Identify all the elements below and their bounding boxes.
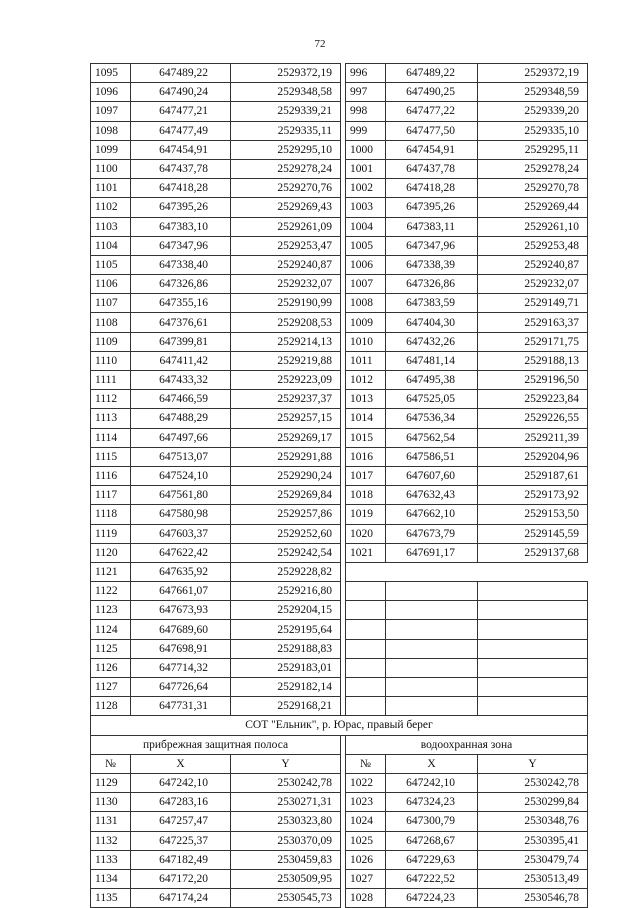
right-point-number <box>346 601 386 620</box>
left-coord-y: 2529240,87 <box>231 255 341 274</box>
right-point-number: 1016 <box>346 447 386 466</box>
left-point-number: 1108 <box>91 313 131 332</box>
right-coord-x: 647347,96 <box>386 236 478 255</box>
left-point-number: 1104 <box>91 236 131 255</box>
right-coord-y: 2529253,48 <box>478 236 588 255</box>
right-coord-x <box>386 620 478 639</box>
right-coord-y <box>478 620 588 639</box>
right-coord-y: 2529348,59 <box>478 83 588 102</box>
left-point-number: 1095 <box>91 64 131 83</box>
left-point-number: 1109 <box>91 332 131 351</box>
right-coord-y: 2530348,76 <box>478 812 588 831</box>
left-coord-y: 2530242,78 <box>231 773 341 792</box>
table-row <box>91 793 588 812</box>
left-coord-y: 2529295,10 <box>231 140 341 159</box>
right-coord-y: 2529269,44 <box>478 198 588 217</box>
left-coord-y: 2529204,15 <box>231 601 341 620</box>
right-coord-x: 647454,91 <box>386 140 478 159</box>
right-coord-y: 2530395,41 <box>478 831 588 850</box>
right-point-number <box>346 697 386 716</box>
right-coord-y: 2529188,13 <box>478 351 588 370</box>
left-coord-x: 647513,07 <box>131 447 231 466</box>
left-point-number: 1134 <box>91 869 131 888</box>
left-point-number: 1117 <box>91 486 131 505</box>
left-coord-y: 2529237,37 <box>231 390 341 409</box>
left-coord-x: 647174,24 <box>131 889 231 908</box>
left-point-number: 1103 <box>91 217 131 236</box>
left-coord-x: 647172,20 <box>131 869 231 888</box>
right-point-number: 1004 <box>346 217 386 236</box>
left-coord-x: 647489,22 <box>131 64 231 83</box>
table-row <box>91 658 588 677</box>
right-point-number: 1027 <box>346 869 386 888</box>
right-coord-x: 647437,78 <box>386 159 478 178</box>
left-coord-x: 647182,49 <box>131 850 231 869</box>
left-coord-x: 647395,26 <box>131 198 231 217</box>
right-coord-x: 647338,39 <box>386 255 478 274</box>
table-row <box>91 850 588 869</box>
right-coord-y <box>478 658 588 677</box>
right-coord-x: 647395,26 <box>386 198 478 217</box>
table-row <box>91 313 588 332</box>
right-coord-y <box>478 678 588 697</box>
left-point-number: 1133 <box>91 850 131 869</box>
right-point-number: 1003 <box>346 198 386 217</box>
left-zone-title: прибрежная защитная полоса <box>91 735 341 754</box>
right-coord-x: 647268,67 <box>386 831 478 850</box>
right-coord-y: 2529145,59 <box>478 524 588 543</box>
left-point-number: 1125 <box>91 639 131 658</box>
right-point-number: 1015 <box>346 428 386 447</box>
left-point-number: 1132 <box>91 831 131 850</box>
left-coord-y: 2529291,88 <box>231 447 341 466</box>
right-coord-y: 2530513,49 <box>478 869 588 888</box>
left-coord-y: 2529270,76 <box>231 179 341 198</box>
left-point-number: 1127 <box>91 678 131 697</box>
left-coord-y: 2530509,95 <box>231 869 341 888</box>
left-coord-y: 2529208,53 <box>231 313 341 332</box>
left-coord-x: 647347,96 <box>131 236 231 255</box>
page-number: 72 <box>314 38 326 50</box>
left-coord-y: 2529190,99 <box>231 294 341 313</box>
right-point-number <box>346 639 386 658</box>
table-row <box>91 121 588 140</box>
left-coord-x: 647257,47 <box>131 812 231 831</box>
right-point-number: 1024 <box>346 812 386 831</box>
left-point-number: 1130 <box>91 793 131 812</box>
left-point-number: 1100 <box>91 159 131 178</box>
table-row <box>91 582 588 601</box>
left-coord-y: 2529261,09 <box>231 217 341 236</box>
right-coord-x: 647242,10 <box>386 773 478 792</box>
right-point-number: 1002 <box>346 179 386 198</box>
table-row <box>91 371 588 390</box>
left-coord-x: 647524,10 <box>131 466 231 485</box>
right-coord-y: 2529261,10 <box>478 217 588 236</box>
right-coord-y: 2529278,24 <box>478 159 588 178</box>
right-point-number: 1020 <box>346 524 386 543</box>
right-coord-x <box>386 601 478 620</box>
right-point-number <box>346 678 386 697</box>
right-point-number: 1011 <box>346 351 386 370</box>
right-col-x: X <box>386 754 478 773</box>
top-rows <box>91 64 588 716</box>
left-point-number: 1097 <box>91 102 131 121</box>
left-point-number: 1107 <box>91 294 131 313</box>
right-coord-y: 2529196,50 <box>478 371 588 390</box>
right-coord-y: 2529335,10 <box>478 121 588 140</box>
right-coord-x: 647562,54 <box>386 428 478 447</box>
left-coord-y: 2529252,60 <box>231 524 341 543</box>
right-coord-y: 2529137,68 <box>478 543 588 562</box>
table-row <box>91 505 588 524</box>
left-point-number: 1115 <box>91 447 131 466</box>
right-point-number: 1006 <box>346 255 386 274</box>
left-coord-x: 647437,78 <box>131 159 231 178</box>
left-point-number: 1119 <box>91 524 131 543</box>
table-row <box>91 236 588 255</box>
right-coord-x: 647489,22 <box>386 64 478 83</box>
right-point-number: 1028 <box>346 889 386 908</box>
section-header <box>91 716 588 774</box>
right-point-number: 996 <box>346 64 386 83</box>
right-coord-x: 647607,60 <box>386 466 478 485</box>
left-point-number: 1102 <box>91 198 131 217</box>
right-coord-y: 2529223,84 <box>478 390 588 409</box>
left-coord-y: 2529214,13 <box>231 332 341 351</box>
coordinates-table <box>90 63 588 908</box>
left-point-number: 1098 <box>91 121 131 140</box>
right-point-number: 1010 <box>346 332 386 351</box>
right-col-y: Y <box>478 754 588 773</box>
left-coord-y: 2529269,17 <box>231 428 341 447</box>
left-coord-x: 647418,28 <box>131 179 231 198</box>
left-coord-y: 2529372,19 <box>231 64 341 83</box>
right-point-number: 1019 <box>346 505 386 524</box>
left-point-number: 1126 <box>91 658 131 677</box>
left-point-number: 1121 <box>91 562 131 581</box>
right-coord-y: 2529270,78 <box>478 179 588 198</box>
left-coord-y: 2530545,73 <box>231 889 341 908</box>
right-point-number: 1014 <box>346 409 386 428</box>
left-coord-x: 647383,10 <box>131 217 231 236</box>
table-row <box>91 428 588 447</box>
left-coord-y: 2530323,80 <box>231 812 341 831</box>
left-coord-x: 647466,59 <box>131 390 231 409</box>
table-row <box>91 217 588 236</box>
right-point-number: 1000 <box>346 140 386 159</box>
left-coord-x: 647698,91 <box>131 639 231 658</box>
left-coord-y: 2529335,11 <box>231 121 341 140</box>
right-coord-x: 647586,51 <box>386 447 478 466</box>
left-coord-x: 647726,64 <box>131 678 231 697</box>
bottom-rows <box>91 773 588 907</box>
table-row <box>91 678 588 697</box>
left-coord-x: 647399,81 <box>131 332 231 351</box>
left-coord-x: 647376,61 <box>131 313 231 332</box>
left-point-number: 1120 <box>91 543 131 562</box>
left-coord-x: 647488,29 <box>131 409 231 428</box>
left-coord-y: 2529257,15 <box>231 409 341 428</box>
right-point-number: 1022 <box>346 773 386 792</box>
table-row <box>91 601 588 620</box>
left-coord-y: 2529216,80 <box>231 582 341 601</box>
section-title: СОТ "Ельник", р. Юрас, правый берег <box>91 716 588 735</box>
right-zone-title: водоохранная зона <box>346 735 588 754</box>
right-coord-x: 647326,86 <box>386 275 478 294</box>
right-point-number: 1005 <box>346 236 386 255</box>
left-coord-x: 647714,32 <box>131 658 231 677</box>
right-point-number <box>346 620 386 639</box>
right-coord-y: 2529240,87 <box>478 255 588 274</box>
right-coord-x: 647300,79 <box>386 812 478 831</box>
left-coord-x: 647283,16 <box>131 793 231 812</box>
left-coord-y: 2529195,64 <box>231 620 341 639</box>
table-row <box>91 773 588 792</box>
left-coord-x: 647326,86 <box>131 275 231 294</box>
right-coord-x: 647383,11 <box>386 217 478 236</box>
right-coord-y: 2530299,84 <box>478 793 588 812</box>
right-coord-y: 2529372,19 <box>478 64 588 83</box>
right-point-number: 1023 <box>346 793 386 812</box>
left-point-number: 1123 <box>91 601 131 620</box>
table-row <box>91 255 588 274</box>
left-point-number: 1118 <box>91 505 131 524</box>
left-coord-x: 647622,42 <box>131 543 231 562</box>
left-coord-y: 2529339,21 <box>231 102 341 121</box>
table-row <box>91 639 588 658</box>
right-coord-x: 647481,14 <box>386 351 478 370</box>
right-coord-y: 2529187,61 <box>478 466 588 485</box>
left-coord-x: 647689,60 <box>131 620 231 639</box>
left-point-number: 1129 <box>91 773 131 792</box>
right-coord-y: 2529149,71 <box>478 294 588 313</box>
left-coord-y: 2529253,47 <box>231 236 341 255</box>
left-point-number: 1099 <box>91 140 131 159</box>
right-coord-x: 647490,25 <box>386 83 478 102</box>
left-coord-x: 647580,98 <box>131 505 231 524</box>
right-coord-x: 647632,43 <box>386 486 478 505</box>
right-point-number: 1017 <box>346 466 386 485</box>
right-point-number: 1025 <box>346 831 386 850</box>
left-coord-x: 647433,32 <box>131 371 231 390</box>
right-coord-y: 2529173,92 <box>478 486 588 505</box>
table-row <box>91 543 588 562</box>
left-point-number: 1112 <box>91 390 131 409</box>
left-coord-x: 647454,91 <box>131 140 231 159</box>
left-coord-y: 2529290,24 <box>231 466 341 485</box>
right-point-number: 1018 <box>346 486 386 505</box>
table-row <box>91 83 588 102</box>
left-coord-y: 2529219,88 <box>231 351 341 370</box>
table-row <box>91 831 588 850</box>
right-coord-y: 2529232,07 <box>478 275 588 294</box>
table-row <box>91 102 588 121</box>
table-row <box>91 812 588 831</box>
left-coord-y: 2529168,21 <box>231 697 341 716</box>
right-coord-x: 647229,63 <box>386 850 478 869</box>
right-point-number: 1008 <box>346 294 386 313</box>
left-coord-x: 647338,40 <box>131 255 231 274</box>
table-row <box>91 179 588 198</box>
table-row <box>91 697 588 716</box>
left-col-x: X <box>131 754 231 773</box>
left-coord-x: 647497,66 <box>131 428 231 447</box>
left-point-number: 1128 <box>91 697 131 716</box>
table-row <box>91 486 588 505</box>
right-coord-x: 647222,52 <box>386 869 478 888</box>
right-coord-x: 647383,59 <box>386 294 478 313</box>
right-coord-y <box>478 601 588 620</box>
table-row <box>91 64 588 83</box>
table-row <box>91 159 588 178</box>
left-coord-x: 647673,93 <box>131 601 231 620</box>
table-row <box>91 466 588 485</box>
right-coord-x: 647324,23 <box>386 793 478 812</box>
left-coord-y: 2530370,09 <box>231 831 341 850</box>
left-point-number: 1111 <box>91 371 131 390</box>
right-coord-y: 2530242,78 <box>478 773 588 792</box>
right-coord-y: 2530546,78 <box>478 889 588 908</box>
table-row <box>91 294 588 313</box>
right-coord-y: 2530479,74 <box>478 850 588 869</box>
right-point-number: 1001 <box>346 159 386 178</box>
left-coord-x: 647225,37 <box>131 831 231 850</box>
left-point-number: 1135 <box>91 889 131 908</box>
right-point-number: 1026 <box>346 850 386 869</box>
left-point-number: 1106 <box>91 275 131 294</box>
right-coord-x: 647404,30 <box>386 313 478 332</box>
table-row <box>91 524 588 543</box>
right-coord-x: 647662,10 <box>386 505 478 524</box>
right-coord-x <box>386 697 478 716</box>
table-row <box>91 140 588 159</box>
left-coord-y: 2530459,83 <box>231 850 341 869</box>
left-coord-x: 647561,80 <box>131 486 231 505</box>
left-point-number: 1105 <box>91 255 131 274</box>
left-coord-x: 647242,10 <box>131 773 231 792</box>
left-coord-y: 2529228,82 <box>231 562 341 581</box>
left-coord-x: 647603,37 <box>131 524 231 543</box>
table-row <box>91 562 588 581</box>
left-point-number: 1101 <box>91 179 131 198</box>
left-coord-y: 2529183,01 <box>231 658 341 677</box>
right-point-number <box>346 658 386 677</box>
table-row <box>91 620 588 639</box>
right-coord-x: 647525,05 <box>386 390 478 409</box>
right-coord-y <box>478 639 588 658</box>
table-row <box>91 869 588 888</box>
right-coord-x: 647418,28 <box>386 179 478 198</box>
table-row <box>91 409 588 428</box>
left-coord-y: 2529278,24 <box>231 159 341 178</box>
table-row <box>91 351 588 370</box>
left-coord-y: 2529182,14 <box>231 678 341 697</box>
right-coord-y: 2529171,75 <box>478 332 588 351</box>
left-point-number: 1122 <box>91 582 131 601</box>
left-coord-y: 2530271,31 <box>231 793 341 812</box>
right-coord-x: 647536,34 <box>386 409 478 428</box>
right-coord-x <box>386 582 478 601</box>
left-coord-y: 2529242,54 <box>231 543 341 562</box>
left-coord-x: 647477,21 <box>131 102 231 121</box>
right-point-number: 1012 <box>346 371 386 390</box>
table-row <box>91 332 588 351</box>
left-point-number: 1116 <box>91 466 131 485</box>
right-point-number: 1009 <box>346 313 386 332</box>
right-coord-y: 2529226,55 <box>478 409 588 428</box>
right-coord-x: 647477,50 <box>386 121 478 140</box>
left-coord-x: 647731,31 <box>131 697 231 716</box>
table-row <box>91 275 588 294</box>
right-point-number: 999 <box>346 121 386 140</box>
left-coord-y: 2529269,84 <box>231 486 341 505</box>
left-point-number: 1096 <box>91 83 131 102</box>
table-row <box>91 447 588 466</box>
right-point-number: 1013 <box>346 390 386 409</box>
left-coord-y: 2529257,86 <box>231 505 341 524</box>
left-point-number: 1131 <box>91 812 131 831</box>
left-coord-x: 647477,49 <box>131 121 231 140</box>
left-point-number: 1110 <box>91 351 131 370</box>
left-col-y: Y <box>231 754 341 773</box>
left-point-number: 1114 <box>91 428 131 447</box>
right-coord-x: 647224,23 <box>386 889 478 908</box>
right-coord-y <box>478 582 588 601</box>
left-coord-x: 647411,42 <box>131 351 231 370</box>
left-point-number: 1124 <box>91 620 131 639</box>
right-coord-y: 2529163,37 <box>478 313 588 332</box>
left-coord-x: 647490,24 <box>131 83 231 102</box>
right-coord-x <box>386 678 478 697</box>
left-coord-x: 647661,07 <box>131 582 231 601</box>
left-col-number: № <box>91 754 131 773</box>
left-coord-y: 2529188,83 <box>231 639 341 658</box>
right-col-number: № <box>346 754 386 773</box>
right-coord-y: 2529339,20 <box>478 102 588 121</box>
left-coord-y: 2529232,07 <box>231 275 341 294</box>
right-coord-y: 2529211,39 <box>478 428 588 447</box>
table-row <box>91 198 588 217</box>
right-point-number: 997 <box>346 83 386 102</box>
right-point-number: 1021 <box>346 543 386 562</box>
left-coord-x: 647355,16 <box>131 294 231 313</box>
right-coord-x <box>386 639 478 658</box>
right-coord-x: 647495,38 <box>386 371 478 390</box>
left-coord-y: 2529269,43 <box>231 198 341 217</box>
right-coord-x: 647691,17 <box>386 543 478 562</box>
left-coord-y: 2529348,58 <box>231 83 341 102</box>
right-point-number <box>346 582 386 601</box>
left-point-number: 1113 <box>91 409 131 428</box>
left-coord-x: 647635,92 <box>131 562 231 581</box>
right-coord-x: 647673,79 <box>386 524 478 543</box>
right-coord-x <box>386 658 478 677</box>
right-coord-y <box>478 697 588 716</box>
right-coord-y: 2529204,96 <box>478 447 588 466</box>
right-coord-y: 2529153,50 <box>478 505 588 524</box>
table-row <box>91 390 588 409</box>
right-coord-x: 647432,26 <box>386 332 478 351</box>
right-point-number: 1007 <box>346 275 386 294</box>
right-coord-x: 647477,22 <box>386 102 478 121</box>
right-coord-y: 2529295,11 <box>478 140 588 159</box>
right-point-number: 998 <box>346 102 386 121</box>
left-coord-y: 2529223,09 <box>231 371 341 390</box>
